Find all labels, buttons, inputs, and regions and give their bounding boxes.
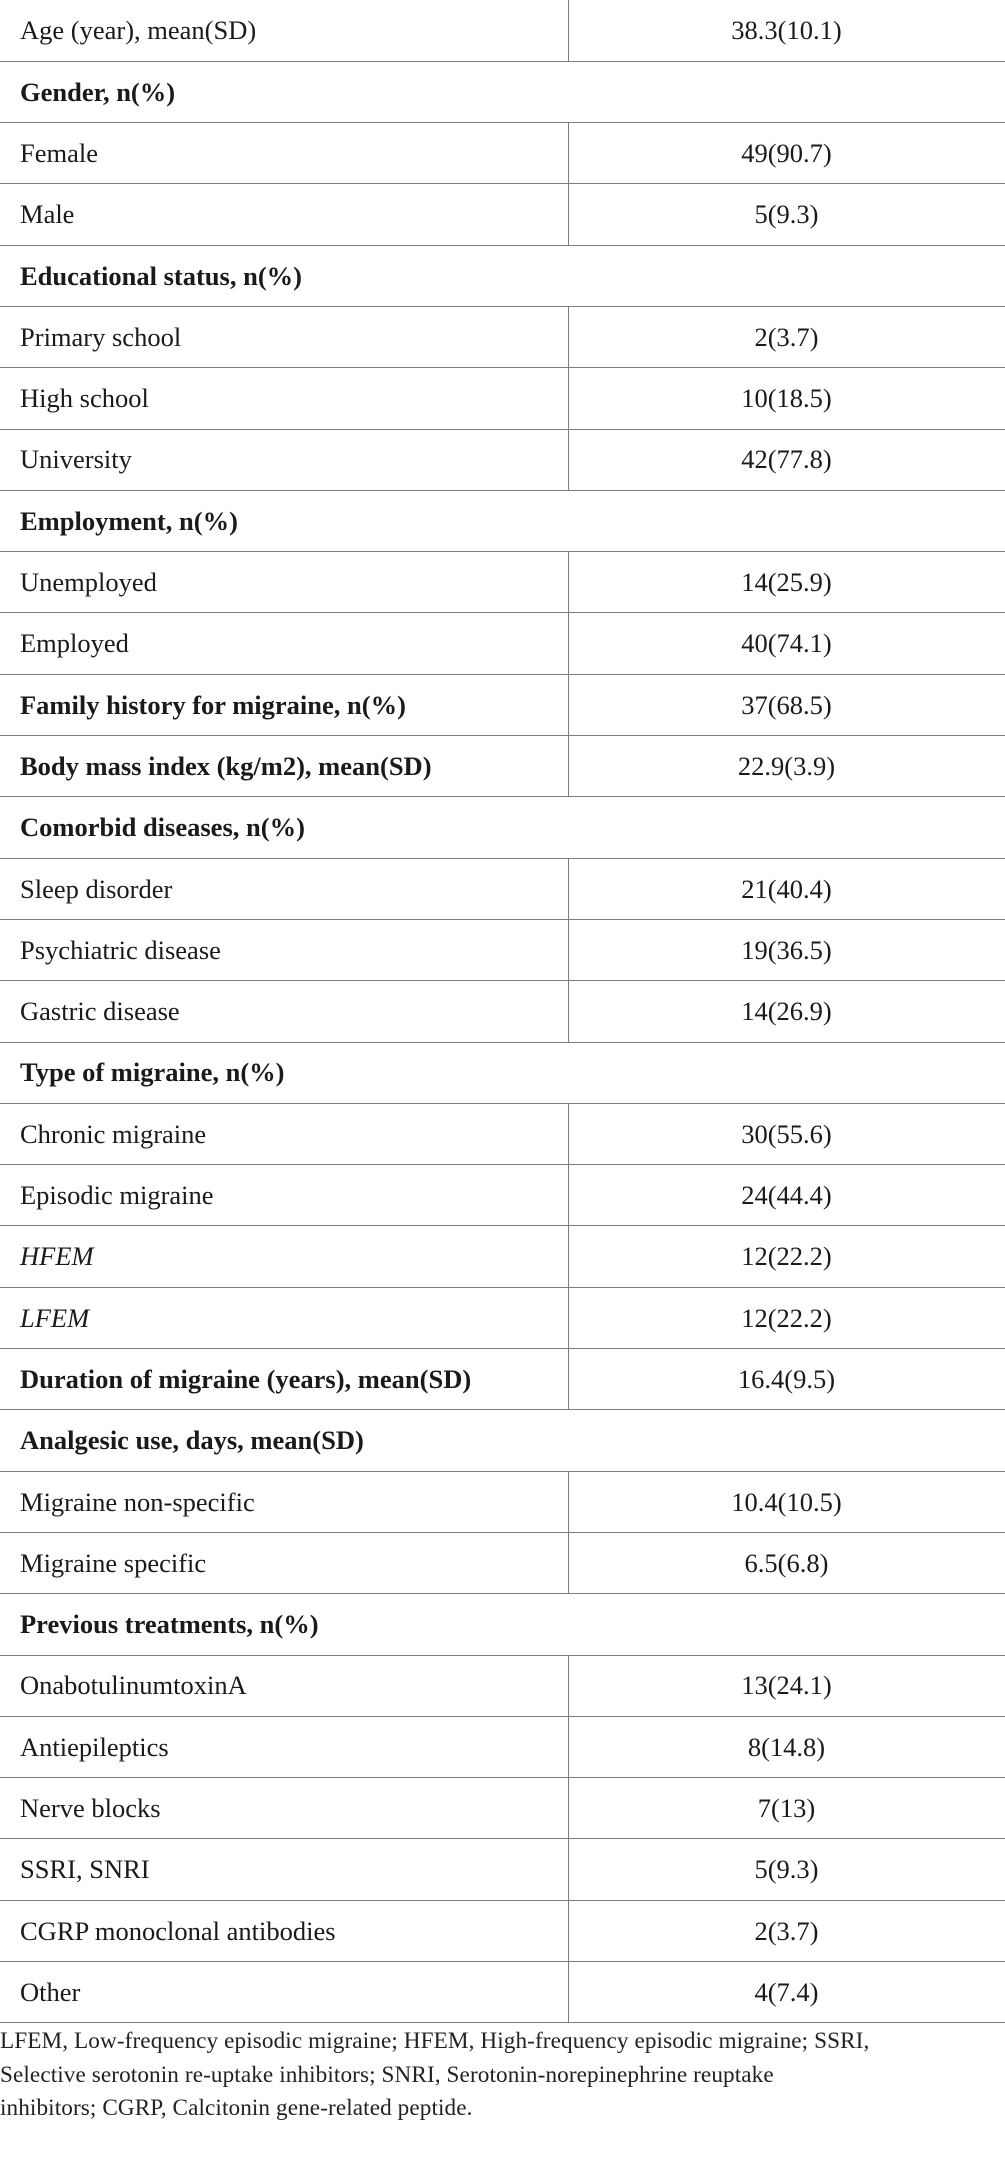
table-row [0,1103,1005,1164]
row-label: Chronic migraine [0,1103,568,1164]
table-section-row [0,490,1005,551]
row-value: 6.5(6.8) [568,1532,1005,1593]
table-section-row [0,1594,1005,1655]
row-label: Employed [0,613,568,674]
table-row [0,184,1005,245]
footnote-line: LFEM, Low-frequency episodic migraine; HFEM, High-frequency episodic migraine; SSRI, [0,2028,870,2054]
table-row [0,0,1005,61]
section-label: Employment, n(%) [0,490,1005,551]
row-value: 5(9.3) [568,184,1005,245]
row-label: Nerve blocks [0,1778,568,1839]
table-row [0,858,1005,919]
row-value: 12(22.2) [568,1226,1005,1287]
row-label: Age (year), mean(SD) [0,0,568,61]
table-footnote [0,2025,1005,2126]
section-label: Analgesic use, days, mean(SD) [0,1410,1005,1471]
table-section-row [0,797,1005,858]
footnote-line: inhibitors; CGRP, Calcitonin gene-related peptide. [0,2095,473,2121]
row-value: 14(26.9) [568,981,1005,1042]
row-label: University [0,429,568,490]
row-label: SSRI, SNRI [0,1839,568,1900]
row-label: Sleep disorder [0,858,568,919]
row-label: Unemployed [0,552,568,613]
row-label: Family history for migraine, n(%) [0,674,568,735]
footnote-line: Selective serotonin re-uptake inhibitors; SNRI, Serotonin-norepinephrine reuptake [0,2061,774,2088]
row-value: 38.3(10.1) [568,0,1005,61]
table-row [0,1962,1005,2023]
row-label: HFEM [0,1226,568,1287]
row-value: 12(22.2) [568,1287,1005,1348]
section-label: Previous treatments, n(%) [0,1594,1005,1655]
table-row [0,613,1005,674]
row-value: 49(90.7) [568,123,1005,184]
table-row [0,552,1005,613]
row-label: Primary school [0,306,568,367]
row-label: Gastric disease [0,981,568,1042]
row-label: Psychiatric disease [0,919,568,980]
row-label: CGRP monoclonal antibodies [0,1900,568,1961]
row-value: 37(68.5) [568,674,1005,735]
table-row [0,1900,1005,1961]
table-row [0,1778,1005,1839]
section-label: Comorbid diseases, n(%) [0,797,1005,858]
row-value: 13(24.1) [568,1655,1005,1716]
row-label: Female [0,123,568,184]
table-section-row [0,1410,1005,1471]
row-value: 4(7.4) [568,1962,1005,2023]
table-row [0,306,1005,367]
row-label: Antiepileptics [0,1716,568,1777]
table-row [0,981,1005,1042]
table-section-row [0,1042,1005,1103]
section-label: Educational status, n(%) [0,245,1005,306]
row-value: 42(77.8) [568,429,1005,490]
row-value: 21(40.4) [568,858,1005,919]
table-row [0,123,1005,184]
table-row [0,1226,1005,1287]
table-row [0,919,1005,980]
table-row [0,1287,1005,1348]
table-row [0,674,1005,735]
row-value: 40(74.1) [568,613,1005,674]
row-label: Other [0,1962,568,2023]
row-value: 2(3.7) [568,306,1005,367]
row-value: 5(9.3) [568,1839,1005,1900]
row-value: 2(3.7) [568,1900,1005,1961]
table-row [0,1839,1005,1900]
row-value: 16.4(9.5) [568,1349,1005,1410]
table-row [0,429,1005,490]
row-value: 10(18.5) [568,368,1005,429]
row-label: Episodic migraine [0,1165,568,1226]
row-value: 7(13) [568,1778,1005,1839]
row-value: 19(36.5) [568,919,1005,980]
row-value: 30(55.6) [568,1103,1005,1164]
table-row [0,736,1005,797]
table-row [0,1165,1005,1226]
row-value: 24(44.4) [568,1165,1005,1226]
table-row [0,1349,1005,1410]
row-label: OnabotulinumtoxinA [0,1655,568,1716]
row-value: 22.9(3.9) [568,736,1005,797]
row-value: 10.4(10.5) [568,1471,1005,1532]
table-row [0,1532,1005,1593]
table-row [0,1655,1005,1716]
row-value: 8(14.8) [568,1716,1005,1777]
row-label: Migraine non-specific [0,1471,568,1532]
row-label: LFEM [0,1287,568,1348]
row-label: Male [0,184,568,245]
row-label: High school [0,368,568,429]
table-section-row [0,61,1005,122]
row-value: 14(25.9) [568,552,1005,613]
section-label: Type of migraine, n(%) [0,1042,1005,1103]
table-section-row [0,245,1005,306]
row-label: Body mass index (kg/m2), mean(SD) [0,736,568,797]
table-row [0,368,1005,429]
table-row [0,1716,1005,1777]
table-row [0,1471,1005,1532]
row-label: Duration of migraine (years), mean(SD) [0,1349,568,1410]
section-label: Gender, n(%) [0,61,1005,122]
row-label: Migraine specific [0,1532,568,1593]
